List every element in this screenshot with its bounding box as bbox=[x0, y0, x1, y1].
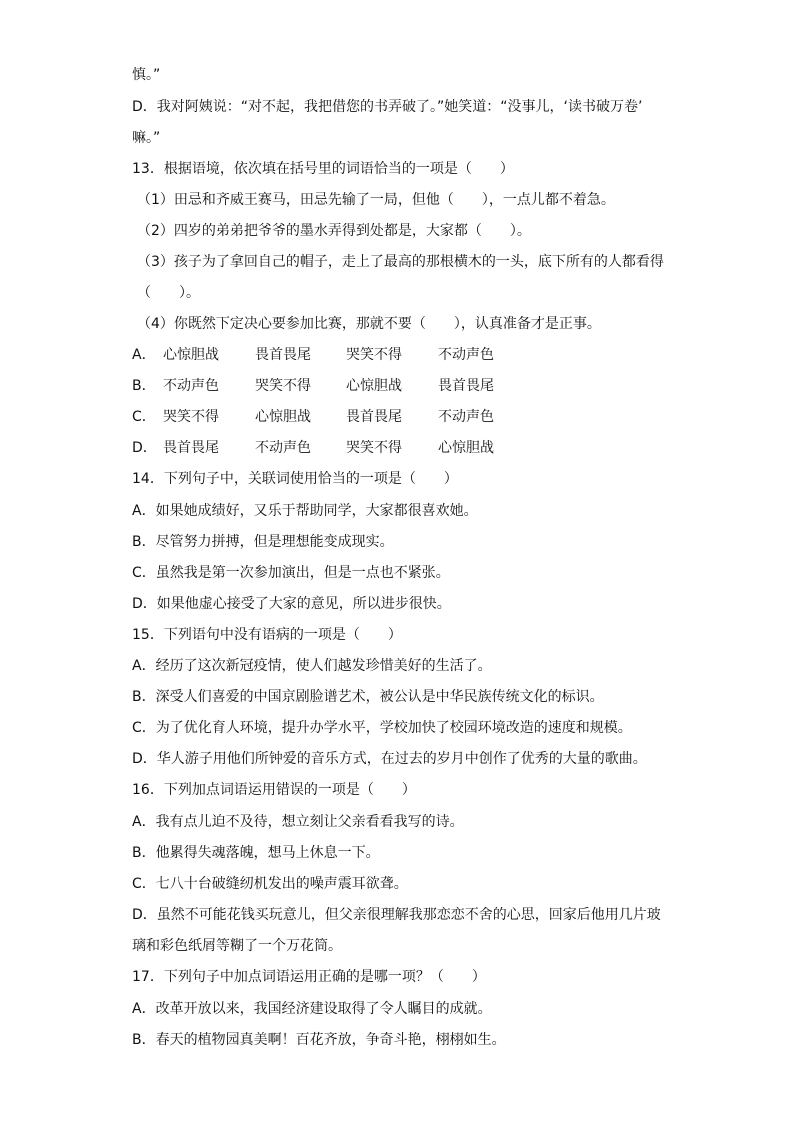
option-word: 不动声色 bbox=[255, 440, 311, 456]
question-13-item-3-cont: （ ）。 bbox=[137, 285, 200, 301]
option-word: 哭笑不得 bbox=[163, 409, 219, 425]
question-13-item-2: （2）四岁的弟弟把爷爷的墨水弄得到处都是，大家都（ ）。 bbox=[137, 223, 531, 239]
option-letter: C． bbox=[132, 409, 156, 425]
option-word: 畏首畏尾 bbox=[255, 347, 311, 363]
question-13-option-c bbox=[132, 408, 518, 426]
option-word: 畏首畏尾 bbox=[346, 409, 402, 425]
question-13-item-4: （4）你既然下定决心要参加比赛，那就不要（ ），认真准备才是正事。 bbox=[137, 316, 601, 332]
option-word: 不动声色 bbox=[438, 347, 494, 363]
question-13: 13．根据语境，依次填在括号里的词语恰当的一项是（ ） bbox=[132, 161, 514, 177]
question-13-option-b bbox=[132, 377, 518, 395]
question-17: 17．下列句子中加点词语运用正确的是哪一项？（ ） bbox=[132, 969, 486, 985]
question-16-option-b: B．他累得失魂落魄，想马上休息一下。 bbox=[132, 845, 380, 861]
option-word: 不动声色 bbox=[163, 378, 219, 394]
option-word: 心惊胆战 bbox=[438, 440, 494, 456]
option-word: 畏首畏尾 bbox=[163, 440, 219, 456]
text-line: 嘛。” bbox=[132, 130, 161, 146]
option-word: 心惊胆战 bbox=[255, 409, 311, 425]
option-letter: D． bbox=[132, 440, 157, 456]
question-13-item-3: （3）孩子为了拿回自己的帽子，走上了最高的那根横木的一头，底下所有的人都看得 bbox=[137, 254, 664, 270]
question-17-option-a: A．改革开放以来，我国经济建设取得了令人瞩目的成就。 bbox=[132, 1001, 492, 1017]
option-letter: A． bbox=[132, 347, 156, 363]
option-word: 不动声色 bbox=[438, 409, 494, 425]
question-14: 14．下列句子中，关联词使用恰当的一项是（ ） bbox=[132, 471, 458, 487]
option-word: 心惊胆战 bbox=[163, 347, 219, 363]
text-line: 慎。” bbox=[132, 67, 161, 83]
question-17-option-b: B．春天的植物园真美啊！百花齐放，争奇斗艳，栩栩如生。 bbox=[132, 1032, 506, 1048]
question-15: 15．下列语句中没有语病的一项是（ ） bbox=[132, 627, 402, 643]
question-15-option-c: C．为了优化育人环境，提升办学水平，学校加快了校园环境改造的速度和规模。 bbox=[132, 720, 632, 736]
question-14-option-c: C．虽然我是第一次参加演出，但是一点也不紧张。 bbox=[132, 565, 450, 581]
question-15-option-b: B．深受人们喜爱的中国京剧脸谱艺术，被公认是中华民族传统文化的标识。 bbox=[132, 689, 604, 705]
option-letter: B． bbox=[132, 378, 156, 394]
question-13-option-d bbox=[132, 439, 518, 457]
question-16-option-d-cont: 璃和彩色纸屑等糊了一个万花筒。 bbox=[132, 938, 342, 954]
question-14-option-b: B．尽管努力拼搏，但是理想能变成现实。 bbox=[132, 534, 394, 550]
option-word: 哭笑不得 bbox=[346, 440, 402, 456]
option-word: 畏首畏尾 bbox=[438, 378, 494, 394]
option-word: 哭笑不得 bbox=[346, 347, 402, 363]
question-16-option-a: A．我有点儿迫不及待，想立刻让父亲看看我写的诗。 bbox=[132, 814, 464, 830]
option-d-text: D．我对阿姨说：“对不起，我把借您的书弄破了。”她笑道：“没事儿，‘读书破万卷’ bbox=[132, 99, 643, 115]
question-16: 16．下列加点词语运用错误的一项是（ ） bbox=[132, 782, 416, 798]
question-14-option-d: D．如果他虚心接受了大家的意见，所以进步很快。 bbox=[132, 596, 451, 612]
option-word: 哭笑不得 bbox=[255, 378, 311, 394]
question-14-option-a: A．如果她成绩好，又乐于帮助同学，大家都很喜欢她。 bbox=[132, 503, 478, 519]
question-15-option-d: D．华人游子用他们所钟爱的音乐方式，在过去的岁月中创作了优秀的大量的歌曲。 bbox=[132, 751, 647, 767]
question-15-option-a: A．经历了这次新冠疫情，使人们越发珍惜美好的生活了。 bbox=[132, 658, 492, 674]
option-word: 心惊胆战 bbox=[346, 378, 402, 394]
question-13-option-a bbox=[132, 346, 518, 364]
question-16-option-c: C．七八十台破缝纫机发出的噪声震耳欲聋。 bbox=[132, 876, 408, 892]
question-16-option-d: D．虽然不可能花钱买玩意儿，但父亲很理解我那恋恋不舍的心思，回家后他用几片玻 bbox=[132, 907, 661, 923]
question-13-item-1: （1）田忌和齐威王赛马，田忌先输了一局，但他（ ），一点儿都不着急。 bbox=[137, 192, 615, 208]
